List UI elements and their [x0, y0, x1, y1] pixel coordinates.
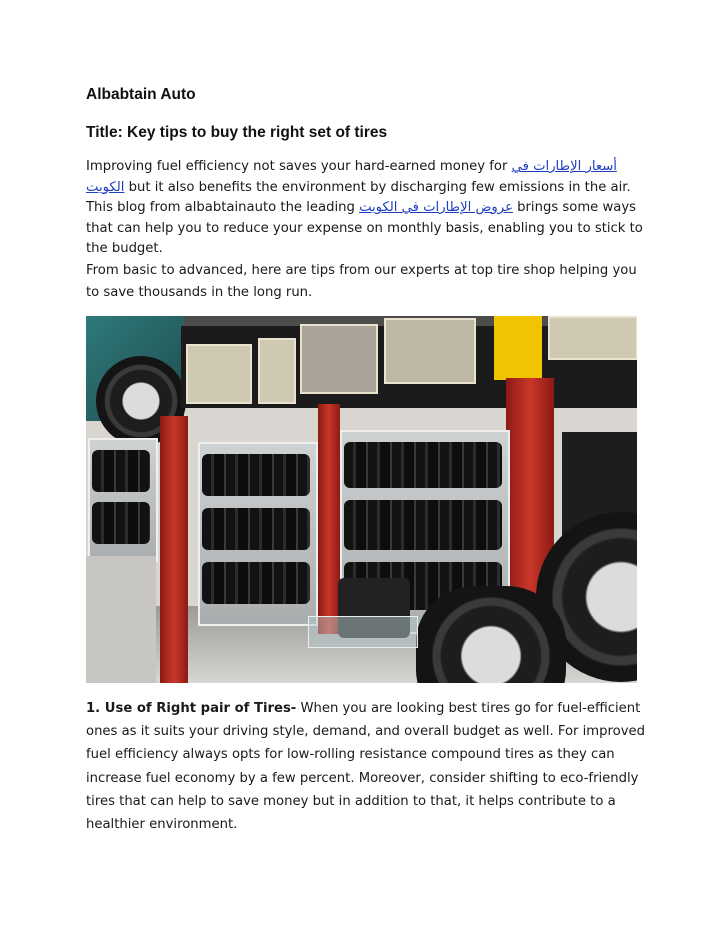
- tip-1: [86, 697, 646, 836]
- page-title: Title: Key tips to buy the right set of tires: [86, 124, 388, 141]
- intro-text-1: Improving fuel efficiency not saves your hard-earned money for: [86, 159, 512, 174]
- tip-1-body: When you are looking best tires go for fuel-efficient ones as it suits your driving style, demand, and overall budget as well. For improved fuel efficiency always opts for low-rolling resistance compound tires as they can increase fuel economy by a few percent. Moreover, consider shifting to eco-friendly tires that can help to save money but in addition to that, it helps contribute to a healthier environment.: [86, 701, 645, 833]
- intro-text-3: brings some ways that can help you to reduce your expense on monthly basis, enabling you to stick to the budget.: [86, 200, 643, 256]
- intro-paragraph: [86, 157, 646, 305]
- company-name: Albabtain Auto: [86, 86, 196, 103]
- tire-shop-photo: [86, 316, 637, 683]
- tips-section: [86, 697, 646, 836]
- link-tire-offers-kuwait[interactable]: عروض الإطارات في الكويت: [359, 200, 513, 215]
- link-tire-prices-kuwait[interactable]: أسعار الإطارات في الكويت: [86, 159, 617, 195]
- intro-paragraph-2: From basic to advanced, here are tips from our experts at top tire shop helping you to save thousands in the long run.: [86, 262, 637, 300]
- intro-text-2: but it also benefits the environment by discharging few emissions in the air. This blog from albabtainauto the leading: [86, 179, 631, 215]
- tip-1-heading: 1. Use of Right pair of Tires-: [86, 701, 297, 716]
